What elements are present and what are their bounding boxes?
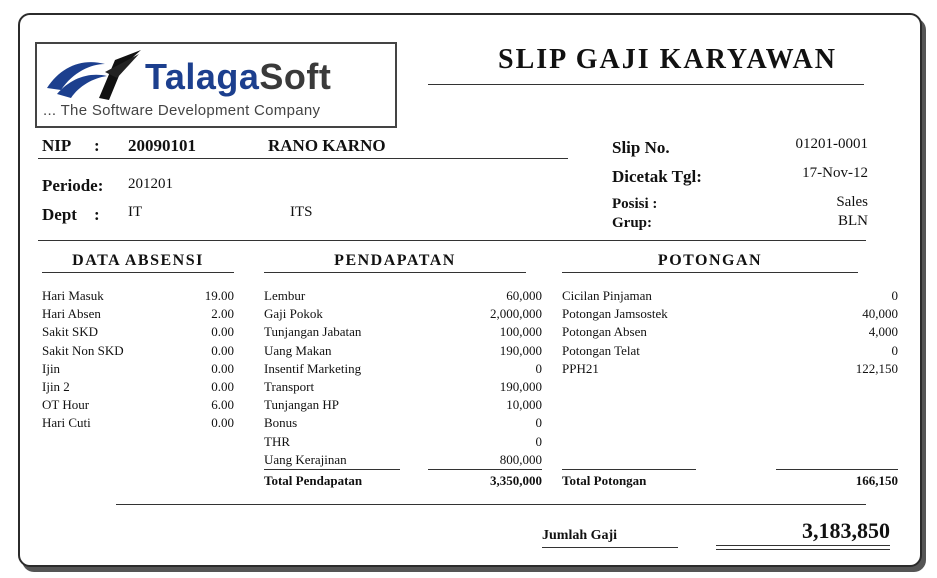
absensi-row-value: 0.00 (211, 324, 234, 340)
pendapatan-total-label: Total Pendapatan (264, 473, 363, 488)
pendapatan-row-value: 0 (535, 433, 542, 449)
absensi-row-label: Sakit SKD (42, 324, 98, 340)
absensi-row-label: OT Hour (42, 397, 90, 413)
pendapatan-row-value: 0 (535, 360, 542, 376)
absensi-heading-underline (42, 272, 234, 273)
print-date-label: Dicetak Tgl: (612, 167, 702, 186)
pendapatan-row-value: 190,000 (499, 379, 542, 394)
periode-value: 201201 (128, 176, 173, 192)
potongan-row-value: 4,000 (868, 324, 898, 340)
absensi-row-label: Sakit Non SKD (42, 342, 124, 358)
posisi-label: Posisi : (612, 196, 658, 212)
potongan-heading-underline (562, 272, 858, 273)
absensi-row-value: 2.00 (211, 306, 234, 322)
grup-value: BLN (838, 213, 868, 229)
absensi-row-value: 19.00 (204, 288, 234, 303)
potongan-row-value: 122,150 (855, 360, 898, 376)
posisi-value: Sales (836, 194, 868, 210)
absensi-row-value: 0.00 (211, 415, 234, 431)
absensi-row-value: 0.00 (211, 379, 234, 394)
print-date-value: 17-Nov-12 (802, 165, 868, 181)
slip-no-label: Slip No. (612, 138, 670, 157)
dept-label: Dept (42, 205, 77, 224)
pendapatan-row-label: Uang Makan (264, 342, 332, 358)
pendapatan-total-line-left (264, 469, 400, 470)
pendapatan-total-line-right (428, 469, 542, 470)
pendapatan-heading: PENDAPATAN (334, 252, 456, 269)
potongan-row-label: Cicilan Pinjaman (562, 288, 652, 303)
absensi-row-value: 0.00 (211, 342, 234, 358)
pendapatan-row-value: 100,000 (499, 324, 542, 340)
pendapatan-row-value: 0 (535, 415, 542, 431)
potongan-row-label: Potongan Absen (562, 324, 647, 340)
pendapatan-row-label: Uang Kerajinan (264, 451, 347, 467)
pendapatan-row-label: Insentif Marketing (264, 360, 362, 376)
pendapatan-row-value: 2,000,000 (490, 306, 542, 322)
potongan-row-label: Potongan Jamsostek (562, 306, 668, 322)
potongan-row-value: 40,000 (862, 306, 898, 322)
pendapatan-row-value: 800,000 (499, 451, 542, 467)
nip-underline (38, 158, 568, 159)
talagasoft-bird-logo-icon (43, 48, 143, 104)
pendapatan-heading-underline (264, 272, 526, 273)
pendapatan-row-label: Gaji Pokok (264, 306, 323, 322)
employee-name: RANO KARNO (268, 136, 386, 155)
title-underline (428, 84, 864, 85)
potongan-total-line-right (776, 469, 898, 470)
net-value-underline-1 (716, 545, 890, 546)
slip-no-value: 01201-0001 (795, 136, 868, 152)
nip-label: NIP (42, 136, 72, 155)
pendapatan-row-label: THR (264, 433, 290, 449)
header-divider (38, 240, 866, 241)
net-label-underline (542, 547, 678, 548)
grup-label: Grup: (612, 215, 653, 231)
potongan-row-label: PPH21 (562, 360, 599, 376)
potongan-row-value: 0 (891, 288, 898, 303)
nip-separator: : (94, 136, 100, 155)
logo-tagline: ... The Software Development Company (43, 102, 321, 119)
potongan-total-value: 166,150 (855, 473, 898, 488)
potongan-row-label: Potongan Telat (562, 342, 640, 358)
net-salary-value: 3,183,850 (802, 518, 890, 543)
potongan-row-value: 0 (891, 342, 898, 358)
pendapatan-row-value: 190,000 (499, 342, 542, 358)
pendapatan-row-label: Tunjangan Jabatan (264, 324, 362, 340)
document-title: SLIP GAJI KARYAWAN (498, 44, 837, 75)
pendapatan-row-value: 10,000 (506, 397, 542, 413)
potongan-heading: POTONGAN (657, 252, 763, 269)
dept-name: ITS (290, 204, 313, 220)
pendapatan-row-label: Bonus (264, 415, 298, 431)
absensi-row-label: Hari Cuti (42, 415, 91, 431)
absensi-row-value: 6.00 (211, 397, 234, 413)
logo-brand: TalagaSoft (145, 56, 332, 97)
absensi-row-label: Ijin (42, 360, 61, 376)
absensi-row-label: Ijin 2 (42, 379, 70, 394)
company-logo (35, 42, 397, 128)
pendapatan-row-value: 60,000 (506, 288, 542, 303)
pendapatan-row-label: Tunjangan HP (264, 397, 340, 413)
absensi-row-value: 0.00 (211, 360, 234, 376)
absensi-row-label: Hari Absen (42, 306, 101, 322)
dept-code: IT (128, 204, 143, 220)
net-salary-label: Jumlah Gaji (542, 528, 618, 543)
nip-value: 20090101 (128, 136, 196, 155)
net-value-underline-2 (716, 549, 890, 550)
dept-separator: : (94, 205, 100, 224)
periode-label: Periode: (42, 176, 104, 195)
pendapatan-row-label: Transport (264, 379, 315, 394)
potongan-total-line-left (562, 469, 696, 470)
absensi-row-label: Hari Masuk (42, 288, 104, 303)
pendapatan-total-value: 3,350,000 (490, 473, 542, 488)
potongan-total-label: Total Potongan (562, 473, 647, 488)
summary-divider (116, 504, 866, 505)
pendapatan-row-label: Lembur (264, 288, 306, 303)
absensi-heading: DATA ABSENSI (72, 252, 204, 269)
